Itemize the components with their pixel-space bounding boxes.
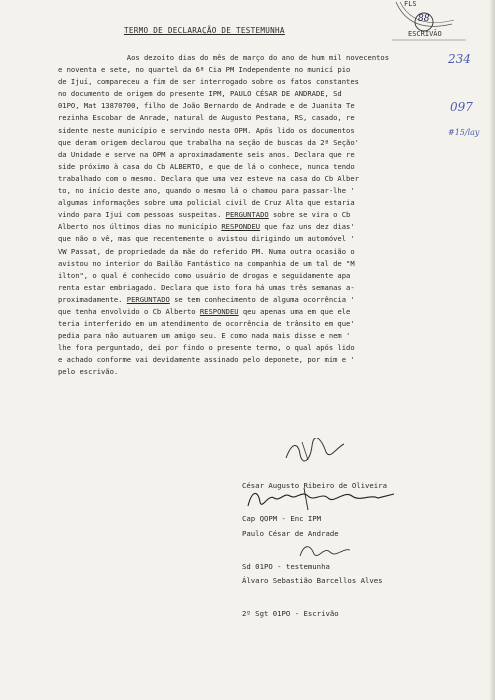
body-line: vindo para Ijuí com pessoas suspeitas. PERGUNTADO sobre se vira o Cb [58,210,351,220]
body-line: side próximo à casa do Cb ALBERTO, e que de lá o conhece, nunca tendo [58,161,355,171]
body-line: da Unidade e serve na OPM a aproximadamente seis anos. Declara que re [58,149,355,159]
body-line: e noventa e sete, no quartel da 6ª Cia PM Independente no municí pio [58,65,351,75]
body-line: ilton", o qual é conhecido como usuário de drogas e seguidamente apa [58,270,351,280]
document-title: TERMO DE DECLARAÇÃO DE TESTEMUNHA [124,26,285,35]
body-line: avistou no interior do Bailão Fantástico na companhia de um tal de "M [58,258,355,268]
body-line: lhe fora perguntado, dei por findo o presente termo, o qual após lido [58,343,355,353]
body-line: renta estar embriagado. Declara que isto fora há umas três semanas a- [58,282,355,292]
page-edge-shadow [489,0,495,700]
body-line: no documento de origem do presente IPM, PAULO CÉSAR DE ANDRADE, Sd [58,89,342,99]
signature-block-clerk [242,553,383,641]
signature-role: 2º Sgt 01PO - Escrivão [242,609,339,618]
stamp-escrivao-label: ESCRIVÃO [408,30,442,38]
body-line: teria interferido em um atendimento de ocorrência de trânsito em que' [58,319,355,329]
body-line: que deram origem declarou que trabalha na seção de buscas da 2ª Seção' [58,137,359,147]
body-line: proximadamente. PERGUNTADO se tem conhecimento de alguma ocorrência ' [58,294,355,304]
body-line: que não o vê, mas que recentemente o avistou dirigindo um automóvel ' [58,234,355,244]
signature-role: Sd 01PO - testemunha [242,562,330,571]
body-line: VW Passat, de propriedade da mãe do referido PM. Numa outra ocasião o [58,246,355,256]
body-line: e achado conforme vai devidamente assinado pelo deponete, por mim e ' [58,355,355,365]
body-line: 01PO, Mat 13870700, filho de João Bernardo de Andrade e de Juanita Te [58,101,355,111]
body-line: rezinha Escobar de Anrade, natural de Augusto Pestana, RS, casado, re [58,113,355,123]
declaration-body [58,52,450,379]
body-line: to, no início deste ano, quando o mesmo lá o chamou para passar-lhe ' [58,186,355,196]
body-line: algumas informações sobre uma policial civil de Cruz Alta que estaria [58,198,355,208]
signature-name: Paulo César de Andrade [242,529,339,538]
margin-handwritten-number-2: 097 [450,100,473,114]
stamp-fls-label: FLS [404,0,417,8]
body-line: Aos dezoito dias do mês de março do ano de hum mil novecentos [58,53,390,62]
body-line: pedia para não autuarem um amigo seu. E como nada mais disse e nem ' [58,331,351,341]
body-line: de Ijuí, compareceu a fim de ser interrogado sobre os fatos constantes [58,77,359,87]
signature-name: Álvaro Sebastião Barcellos Alves [242,576,383,585]
body-line: Alberto nos últimos dias no município RESPONDEU que faz uns dez dias' [58,222,355,232]
body-line: trabalhado com o mesmo. Declara que uma vez esteve na casa do Cb Alber [58,173,359,183]
body-line: que tenha envolvido o Cb Alberto RESPONDEU qeu apenas uma em que ele [58,306,351,316]
body-line: pelo escrivão. [58,367,119,377]
margin-handwritten-number-1: 234 [448,52,471,66]
margin-handwritten-reference: #15/lay [448,128,480,137]
signature-role: Cap QOPM - Enc IPM [242,514,322,523]
signature-name: César Augusto Ribeiro de Oliveira [242,481,387,490]
body-line: sidente neste município e servindo nesta OPM. Após lido os documentos [58,125,355,135]
stamp-page-number: 88 [418,14,430,24]
